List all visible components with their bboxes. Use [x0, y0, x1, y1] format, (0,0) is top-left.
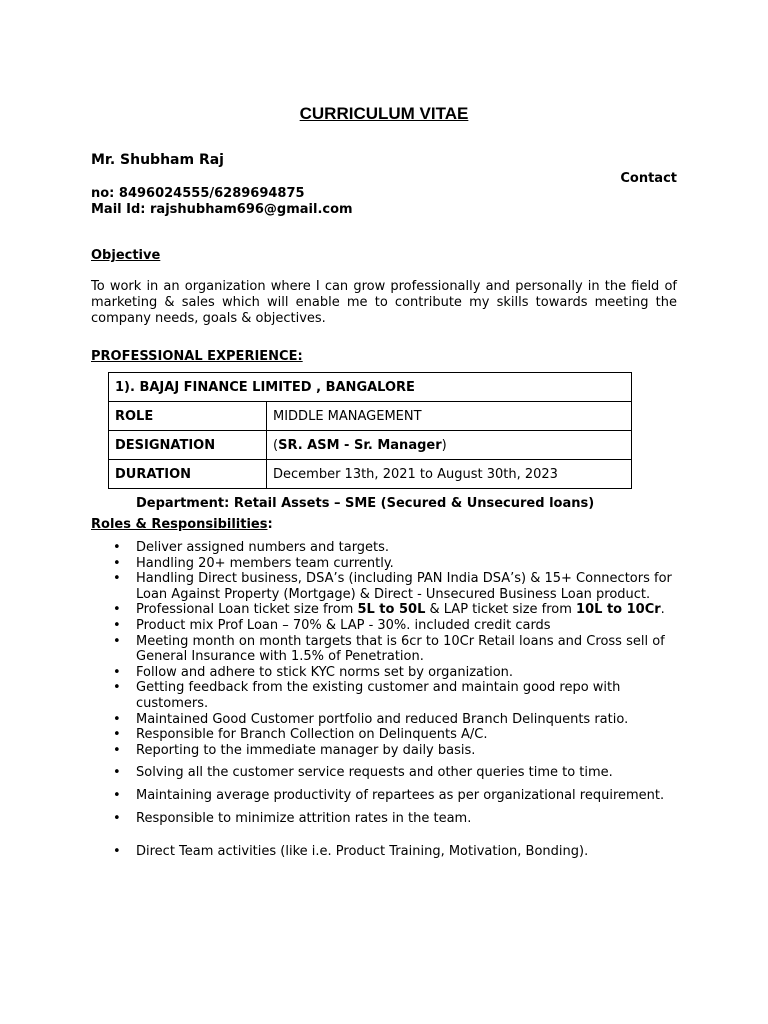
list-item: • Handling Direct business, DSA’s (including PAN India DSA’s) & 15+ Connectors for Loan Against Property (Mortgage) & Direct - Unsecured Business Loan product. [91, 571, 691, 602]
roles-heading-text: Roles & Responsibilities [91, 517, 268, 532]
list-item: • Maintained Good Customer portfolio and reduced Branch Delinquents ratio. [91, 712, 691, 728]
table-row [109, 373, 632, 402]
list-item: • Reporting to the immediate manager by daily basis. [91, 743, 691, 759]
list-item: • Maintaining average productivity of repartees as per organizational requirement. [91, 788, 691, 804]
list-item: • Direct Team activities (like i.e. Product Training, Motivation, Bonding). [91, 844, 691, 860]
designation-paren-close: ) [441, 437, 447, 453]
list-item: • Follow and adhere to stick KYC norms set by organization. [91, 665, 691, 681]
ticket-prof-range: 5L to 50L [357, 602, 426, 618]
phone-line: no: 8496024555/6289694875 [91, 186, 305, 201]
designation-key: DESIGNATION [109, 431, 267, 460]
list-item: • Product mix Prof Loan – 70% & LAP - 30%. included credit cards [91, 618, 691, 634]
duration-key: DURATION [109, 460, 267, 489]
objective-heading: Objective [91, 248, 161, 263]
document-title: CURRICULUM VITAE [299, 104, 469, 123]
list-item: • Getting feedback from the existing customer and maintain good repo with customers. [91, 680, 691, 711]
designation-paren-open: ( [273, 437, 279, 453]
list-item [91, 602, 691, 618]
list-item: • Handling 20+ members team currently. [91, 556, 691, 572]
mail-line: Mail Id: rajshubham696@gmail.com [91, 202, 353, 217]
list-item: • Meeting month on month targets that is 6cr to 10Cr Retail loans and Cross sell of General Insurance with 1.5% of Penetration. [91, 634, 691, 665]
duration-value: December 13th, 2021 to August 30th, 2023 [267, 460, 632, 489]
designation-value [267, 431, 632, 460]
table-row [109, 460, 632, 489]
responsibilities-list [91, 540, 691, 860]
designation-title: SR. ASM - Sr. Manager [278, 437, 442, 453]
ticket-text-post: . [660, 602, 665, 618]
roles-heading-colon: : [267, 517, 273, 532]
experience-heading: PROFESSIONAL EXPERIENCE: [91, 349, 303, 364]
ticket-text-mid: & LAP ticket size from [425, 602, 577, 618]
table-row [109, 431, 632, 460]
role-key: ROLE [109, 402, 267, 431]
objective-text: To work in an organization where I can grow professionally and personally in the field of marketing & sales which will enable me to contribute my skills towards meeting the company needs, goals & objectives. [91, 279, 677, 326]
ticket-lap-range: 10L to 10Cr [576, 602, 661, 618]
roles-heading [91, 517, 273, 532]
list-item: • Responsible to minimize attrition rates in the team. [91, 811, 691, 827]
list-item: • Responsible for Branch Collection on Delinquents A/C. [91, 727, 691, 743]
company-cell: 1). BAJAJ FINANCE LIMITED , BANGALORE [109, 373, 632, 402]
list-item: • Solving all the customer service requests and other queries time to time. [91, 765, 691, 781]
ticket-text-pre: Professional Loan ticket size from [136, 602, 358, 618]
list-item: • Deliver assigned numbers and targets. [91, 540, 691, 556]
table-row [109, 402, 632, 431]
experience-table [108, 372, 632, 489]
department-line: Department: Retail Assets – SME (Secured & Unsecured loans) [136, 496, 595, 511]
role-value: MIDDLE MANAGEMENT [267, 402, 632, 431]
candidate-name: Mr. Shubham Raj [91, 152, 224, 168]
contact-label: Contact [620, 171, 677, 186]
